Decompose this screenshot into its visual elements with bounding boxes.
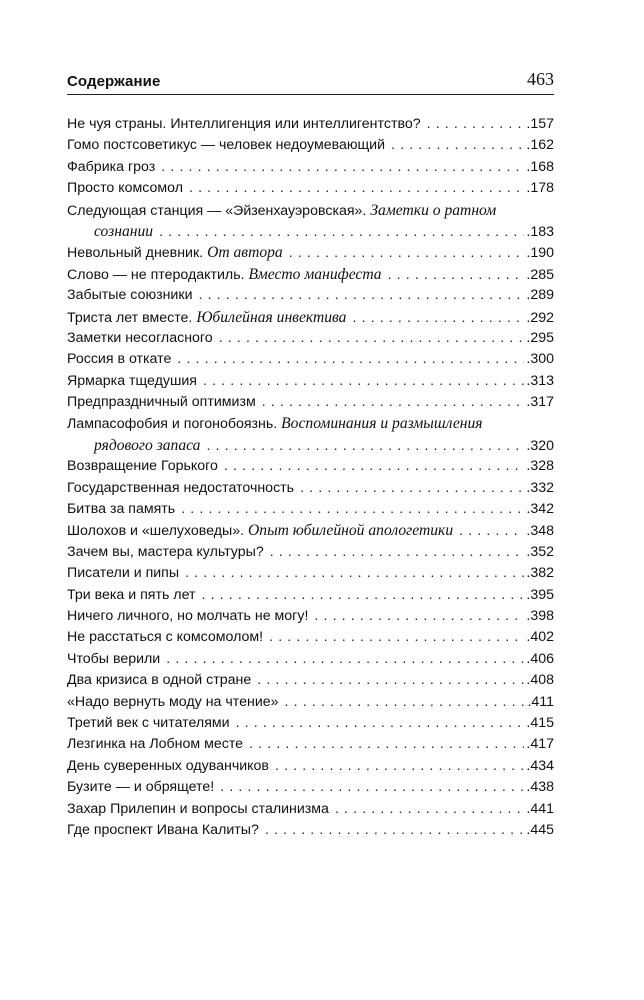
toc-entry-title: Битва за память (67, 501, 176, 518)
toc-page-number: .445 (526, 821, 554, 838)
dot-leader (459, 521, 524, 541)
toc-entry-title: Фабрика гроз (67, 158, 156, 175)
dot-leader (249, 734, 524, 755)
toc-title-group (67, 200, 496, 221)
toc-line (67, 777, 554, 798)
section-title: Содержание (67, 73, 161, 90)
toc-entry (67, 670, 554, 691)
toc-line (67, 135, 554, 156)
toc-title-group (67, 285, 193, 306)
toc-entry (67, 520, 554, 541)
toc-page-number: .317 (526, 394, 554, 411)
toc-title-group (67, 756, 269, 777)
dot-leader (199, 285, 525, 306)
toc-entry-subtitle: Юбилейная инвектива (196, 308, 347, 326)
toc-entry (67, 135, 554, 156)
toc-line (67, 670, 554, 691)
toc-entry-title: Бузите — и обрящете! (67, 779, 215, 796)
toc-entry (67, 627, 554, 648)
toc-line (67, 820, 554, 841)
table-of-contents (67, 114, 554, 841)
toc-page-number: .438 (526, 779, 554, 796)
toc-line (67, 285, 554, 306)
toc-title-group (67, 585, 196, 606)
toc-page-number: .313 (526, 372, 554, 389)
toc-page-number: .157 (526, 116, 554, 132)
toc-line (67, 242, 554, 263)
dot-leader (265, 820, 525, 841)
toc-line (67, 157, 554, 178)
toc-title-group (67, 242, 283, 263)
dot-leader (300, 478, 524, 499)
toc-entry-title: Шолохов и «шелуховеды». (67, 523, 245, 540)
toc-entry (67, 649, 554, 670)
toc-page-number: .300 (526, 351, 554, 368)
toc-entry (67, 478, 554, 499)
toc-entry-title: Зачем вы, мастера культуры? (67, 543, 264, 560)
toc-line-continued (67, 435, 554, 456)
toc-entry-title: Невольный дневник. (67, 245, 204, 262)
toc-entry (67, 713, 554, 734)
dot-leader (314, 606, 524, 627)
toc-entry (67, 820, 554, 841)
toc-page-number: .289 (526, 287, 554, 304)
toc-entry-title: Заметки несогласного (67, 329, 213, 346)
page-number: 463 (527, 69, 554, 89)
toc-line (67, 478, 554, 499)
toc-entry (67, 392, 554, 413)
dot-leader (224, 456, 524, 477)
dot-leader (206, 436, 524, 456)
toc-entry-subtitle: Вместо манифеста (248, 265, 382, 283)
toc-line (67, 456, 554, 477)
toc-page-number: .441 (526, 800, 554, 817)
toc-page-number: .382 (526, 565, 554, 582)
toc-page-number: .190 (526, 245, 554, 262)
toc-title-group (67, 734, 243, 755)
toc-line (67, 114, 554, 135)
dot-leader (275, 756, 524, 777)
toc-entry (67, 756, 554, 777)
dot-leader (203, 371, 524, 392)
toc-title-group (67, 649, 160, 670)
toc-entry (67, 285, 554, 306)
toc-entry-title: Писатели и пипы (67, 565, 180, 582)
toc-page-number: .395 (526, 586, 554, 603)
toc-entry (67, 307, 554, 328)
dot-leader (262, 392, 525, 413)
toc-page-number: .348 (526, 523, 554, 540)
toc-entry-title: Гомо постсоветикус — человек недоумевающий (67, 137, 386, 154)
toc-entry-title: Третий век с читателями (67, 714, 230, 731)
toc-page-number: .406 (526, 650, 554, 667)
toc-entry-subtitle: Опыт юбилейной апологетики (248, 522, 454, 540)
toc-line (67, 349, 554, 370)
toc-entry-title: День суверенных одуванчиков (67, 757, 269, 774)
toc-page-number: .292 (526, 309, 554, 326)
toc-line (67, 585, 554, 606)
toc-line (67, 649, 554, 670)
toc-title-group (67, 157, 155, 178)
toc-page-number: .415 (526, 714, 554, 731)
toc-title-group (67, 307, 346, 328)
toc-line (67, 264, 554, 285)
toc-page-number: .183 (526, 223, 554, 240)
toc-entry (67, 114, 554, 135)
toc-entry-title: Где проспект Ивана Калиты? (67, 821, 259, 838)
toc-line (67, 692, 554, 713)
toc-title-group (67, 520, 453, 541)
toc-entry-title: Просто комсомол (67, 180, 184, 197)
toc-entry-title: Два кризиса в одной стране (67, 672, 252, 689)
toc-entry-subtitle-cont: рядового запаса (94, 436, 201, 454)
toc-entry (67, 499, 554, 520)
toc-entry-title: Чтобы верили (67, 650, 161, 667)
toc-title-group (67, 349, 171, 370)
toc-entry-title: Лезгинка на Лобном месте (67, 736, 244, 753)
toc-entry (67, 542, 554, 563)
toc-entry-title: Государственная недостаточность (67, 479, 295, 496)
toc-entry-title: Ярмарка тщедушия (67, 372, 197, 389)
toc-line (67, 520, 554, 541)
toc-page-number: .352 (526, 543, 554, 560)
toc-title-group (67, 713, 230, 734)
toc-line (67, 371, 554, 392)
toc-page-number: .295 (526, 329, 554, 346)
toc-entry (67, 178, 554, 199)
toc-line (67, 542, 554, 563)
toc-entry-title: Три века и пять лет (67, 586, 196, 603)
dot-leader (166, 649, 524, 670)
toc-title-group (67, 542, 264, 563)
toc-title-group (67, 777, 214, 798)
dot-leader (335, 799, 524, 820)
toc-entry (67, 413, 554, 456)
toc-line (67, 413, 554, 434)
dot-leader (219, 328, 525, 349)
toc-title-group (67, 606, 308, 627)
toc-entry (67, 264, 554, 285)
toc-entry-subtitle-cont: сознании (94, 222, 154, 240)
toc-entry-title: Триста лет вместе. (67, 309, 193, 326)
dot-leader (161, 157, 524, 178)
toc-line (67, 307, 554, 328)
toc-entry-title: Предпраздничный оптимизм (67, 394, 256, 411)
toc-line (67, 627, 554, 648)
toc-page-number: .434 (526, 757, 554, 774)
toc-page-number: .402 (526, 629, 554, 646)
running-head (67, 66, 554, 95)
toc-entry (67, 200, 554, 243)
dot-leader (202, 585, 525, 606)
toc-entry (67, 328, 554, 349)
dot-leader (285, 692, 526, 713)
dot-leader (352, 308, 524, 328)
toc-entry (67, 456, 554, 477)
toc-entry-title: Не чуя страны. Интеллигенция или интеллигентство? (67, 116, 421, 132)
dot-leader (388, 265, 525, 285)
dot-leader (427, 114, 525, 135)
toc-entry (67, 777, 554, 798)
toc-entry-title: Слово — не птеродактиль. (67, 266, 245, 283)
toc-page-number: .408 (526, 672, 554, 689)
toc-entry (67, 371, 554, 392)
toc-page-number: .162 (526, 137, 554, 154)
toc-entry-title: Россия в откате (67, 351, 172, 368)
toc-title-group (67, 178, 183, 199)
toc-line (67, 499, 554, 520)
toc-entry (67, 692, 554, 713)
toc-line (67, 734, 554, 755)
toc-line (67, 606, 554, 627)
dot-leader (391, 135, 524, 156)
toc-page-number: .168 (526, 158, 554, 175)
toc-page-number: .417 (526, 736, 554, 753)
toc-title-group (67, 264, 382, 285)
toc-line (67, 563, 554, 584)
dot-leader (159, 222, 524, 242)
dot-leader (220, 777, 524, 798)
toc-entry-subtitle: Воспоминания и размышления (281, 415, 483, 433)
toc-page-number: .342 (526, 501, 554, 518)
dot-leader (257, 670, 524, 691)
toc-title-group (67, 135, 385, 156)
dot-leader (177, 349, 524, 370)
toc-line (67, 200, 554, 221)
toc-entry-title: Не расстаться с комсомолом! (67, 629, 264, 646)
dot-leader (189, 178, 524, 199)
toc-line (67, 713, 554, 734)
toc-entry (67, 349, 554, 370)
dot-leader (236, 713, 525, 734)
toc-title-group (67, 627, 263, 648)
toc-title-group (67, 328, 213, 349)
toc-entry (67, 157, 554, 178)
toc-title-group (67, 114, 421, 135)
toc-title-group (67, 670, 251, 691)
toc-page-number: .285 (526, 266, 554, 283)
dot-leader (270, 542, 525, 563)
dot-leader (185, 563, 524, 584)
toc-title-group (67, 820, 259, 841)
toc-entry (67, 585, 554, 606)
toc-entry-title: Лампасофобия и погонобоязнь. (67, 416, 278, 433)
toc-title-group (67, 563, 179, 584)
toc-entry-title: «Надо вернуть моду на чтение» (67, 693, 279, 710)
toc-entry (67, 606, 554, 627)
toc-entry-title: Следующая станция — «Эйзенхауэровская». (67, 202, 367, 219)
toc-line (67, 178, 554, 199)
toc-entry-title: Ничего личного, но молчать не могу! (67, 607, 309, 624)
toc-entry (67, 242, 554, 263)
toc-entry-subtitle: От автора (207, 244, 283, 262)
toc-line-continued (67, 221, 554, 242)
toc-title-group (67, 371, 197, 392)
toc-entry-subtitle: Заметки о ратном (370, 201, 497, 219)
dot-leader (289, 243, 525, 263)
toc-line (67, 756, 554, 777)
dot-leader (269, 627, 524, 648)
toc-line (67, 328, 554, 349)
toc-entry (67, 799, 554, 820)
toc-title-group (67, 456, 218, 477)
toc-page-number: .328 (526, 458, 554, 475)
toc-page-number: .332 (526, 479, 554, 496)
toc-entry-title: Возвращение Горького (67, 458, 218, 475)
toc-entry (67, 563, 554, 584)
toc-title-group (67, 499, 175, 520)
dot-leader (181, 499, 524, 520)
toc-title-group (67, 392, 256, 413)
toc-page-number: .178 (526, 180, 554, 197)
toc-title-group (67, 692, 279, 713)
toc-title-group (67, 413, 483, 434)
toc-entry-title: Захар Прилепин и вопросы сталинизма (67, 800, 329, 817)
toc-page-number: .411 (527, 693, 554, 710)
toc-page-number: .320 (526, 437, 554, 454)
toc-entry-title: Забытые союзники (67, 287, 193, 304)
toc-entry (67, 734, 554, 755)
toc-line (67, 799, 554, 820)
toc-title-group (67, 478, 294, 499)
toc-title-group (67, 799, 329, 820)
toc-page-number: .398 (526, 607, 554, 624)
toc-line (67, 392, 554, 413)
